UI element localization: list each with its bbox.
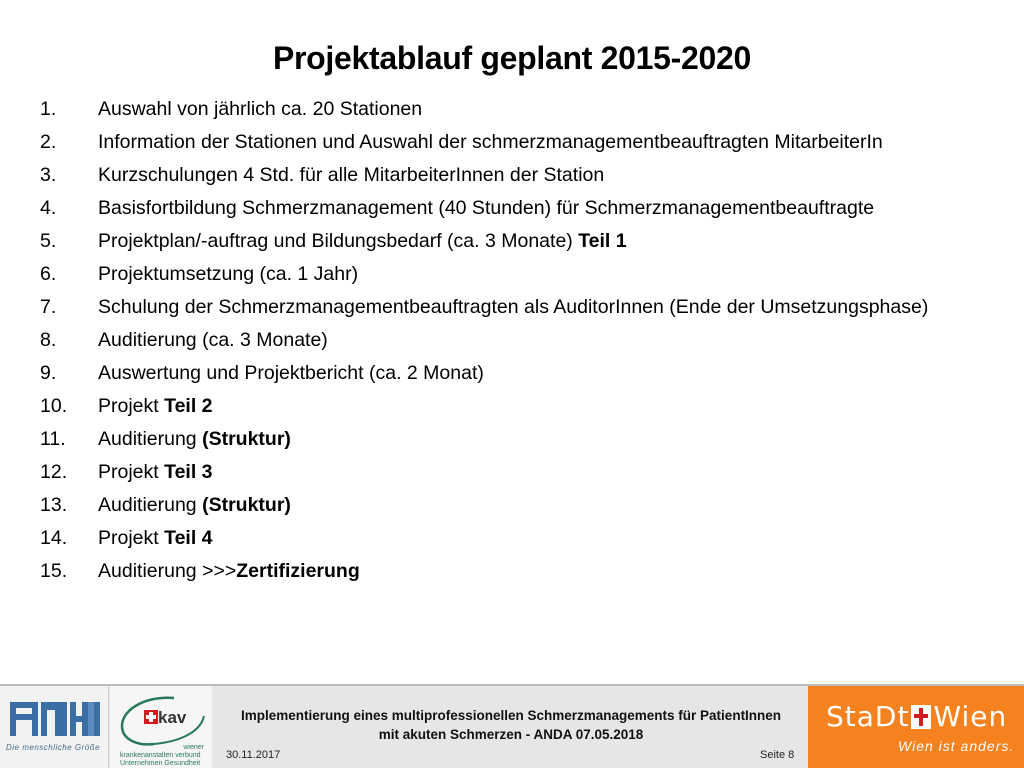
list-item-text: Auditierung xyxy=(98,428,203,450)
list-item-text: Projekt xyxy=(98,461,165,483)
list-item xyxy=(40,163,980,188)
list-item xyxy=(40,493,980,518)
footer-date: 30.11.2017 xyxy=(226,749,281,761)
page-number: Seite 8 xyxy=(760,749,795,761)
list-item xyxy=(40,526,980,551)
list-item xyxy=(40,130,980,155)
list-item-emphasis: Teil 2 xyxy=(164,395,213,417)
stadt-wien-logo xyxy=(808,686,1024,768)
list-item-number: 12. xyxy=(40,461,68,483)
list-item-text: Projekt xyxy=(98,527,165,549)
list-item-number: 1. xyxy=(40,98,57,120)
list-item-text: Information der Stationen und Auswahl der schmerzmanagementbeauftragten MitarbeiterIn xyxy=(98,131,883,153)
footer-title-line2: mit akuten Schmerzen - ANDA 07.05.2018 xyxy=(378,727,644,742)
list-item-number: 13. xyxy=(40,494,68,516)
list-item-number: 10. xyxy=(40,395,68,417)
wien-word: Wien xyxy=(933,700,1008,733)
list-item xyxy=(40,229,980,254)
kav-sub-line2: krankenanstalten verbund xyxy=(120,752,201,759)
footer-title-line1: Implementierung eines multiprofessionellen Schmerzmanagements für PatientInnen xyxy=(240,708,782,723)
kav-sub-line1: wiener xyxy=(183,744,204,751)
akh-logo-icon xyxy=(10,702,100,736)
kav-name: kav xyxy=(158,708,187,727)
list-item-emphasis: (Struktur) xyxy=(202,428,291,450)
list-item-text: Projekt xyxy=(98,395,165,417)
list-item-text: Kurzschulungen 4 Std. für alle MitarbeiterInnen der Station xyxy=(98,164,605,186)
footer xyxy=(0,684,1024,768)
list-item xyxy=(40,394,980,419)
wien-slogan: Wien ist anders. xyxy=(898,738,1015,754)
list-item-number: 4. xyxy=(40,197,57,219)
list-item-text: Auswertung und Projektbericht (ca. 2 Monat) xyxy=(98,362,484,384)
project-steps-list xyxy=(40,97,980,592)
list-item-text: Auditierung >>> xyxy=(98,560,237,582)
list-item-number: 8. xyxy=(40,329,57,351)
list-item xyxy=(40,328,980,353)
list-item-text: Projektplan/-auftrag und Bildungsbedarf (ca. 3 Monate) xyxy=(98,230,579,252)
list-item-emphasis: Teil 4 xyxy=(164,527,213,549)
list-item-number: 14. xyxy=(40,527,68,549)
list-item-number: 5. xyxy=(40,230,57,252)
list-item-text: Schulung der Schmerzmanagementbeauftragten als AuditorInnen (Ende der Umsetzungsphase) xyxy=(98,296,929,318)
akh-logo xyxy=(0,686,109,768)
list-item-text: Projektumsetzung (ca. 1 Jahr) xyxy=(98,263,359,285)
akh-slogan: Die menschliche Größe xyxy=(6,743,101,752)
slide-title: Projektablauf geplant 2015-2020 xyxy=(272,40,751,76)
list-item-emphasis: (Struktur) xyxy=(202,494,291,516)
vienna-cross-icon xyxy=(911,705,931,729)
list-item-number: 15. xyxy=(40,560,68,582)
list-item-emphasis: Teil 3 xyxy=(164,461,213,483)
list-item-text: Auswahl von jährlich ca. 20 Stationen xyxy=(98,98,423,120)
list-item-text: Auditierung (ca. 3 Monate) xyxy=(98,329,328,351)
footer-title xyxy=(218,706,804,744)
kav-sub-line3: Unternehmen Gesundheit xyxy=(120,760,201,767)
list-item-number: 3. xyxy=(40,164,57,186)
list-item xyxy=(40,460,980,485)
list-item-emphasis: Zertifizierung xyxy=(236,560,360,582)
list-item-text: Basisfortbildung Schmerzmanagement (40 Stunden) für Schmerzmanagementbeauftragte xyxy=(98,197,875,219)
list-item-number: 9. xyxy=(40,362,57,384)
list-item xyxy=(40,97,980,122)
list-item xyxy=(40,427,980,452)
kav-logo xyxy=(110,686,212,768)
list-item-number: 2. xyxy=(40,131,57,153)
list-item xyxy=(40,196,980,221)
list-item-number: 6. xyxy=(40,263,57,285)
stadt-wien-wordmark xyxy=(826,700,1007,733)
kav-subtitle xyxy=(120,744,204,768)
list-item xyxy=(40,559,980,584)
list-item-number: 7. xyxy=(40,296,57,318)
list-item-text: Auditierung xyxy=(98,494,203,516)
list-item-emphasis: Teil 1 xyxy=(578,230,627,252)
list-item xyxy=(40,262,980,287)
stadt-word: StaDt xyxy=(826,700,910,733)
list-item xyxy=(40,295,980,320)
list-item xyxy=(40,361,980,386)
list-item-number: 11. xyxy=(40,428,66,450)
